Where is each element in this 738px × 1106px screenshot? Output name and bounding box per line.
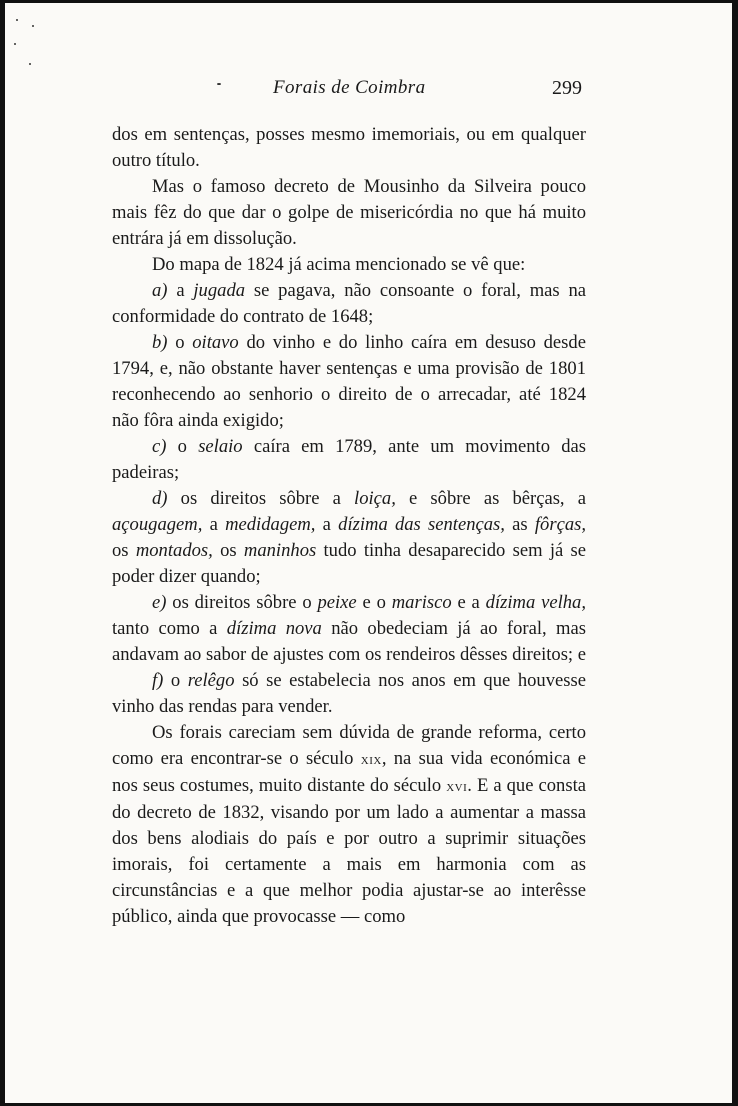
italic-term: maninhos	[243, 540, 317, 561]
paragraph-2: Mas o famoso decreto de Mousinho da Silveira pouco mais fêz do que dar o golpe de misericórdia no que há muito entrára já em dissolução.	[112, 176, 586, 249]
century-numeral: xix	[360, 752, 382, 768]
century-numeral: xvi	[446, 779, 468, 795]
item-marker: f)	[152, 670, 164, 691]
speck	[14, 43, 16, 45]
speck	[217, 83, 221, 85]
item-marker: b)	[152, 332, 168, 353]
italic-term: marisco	[391, 592, 452, 613]
italic-term: dízima velha,	[485, 592, 586, 613]
body-text	[112, 122, 586, 930]
italic-term: açougagem,	[112, 514, 203, 535]
italic-term: oitavo	[192, 332, 239, 353]
list-item-d: d) os direitos sôbre a loiça, e sôbre as bêrças, a açougagem, a medidagem, a dízima das sentenças, as fôrças, os montados, os maninhos tudo tinha desaparecido sem já se poder dizer quando;	[112, 488, 587, 587]
italic-term: dízima das sentenças,	[338, 514, 505, 535]
item-marker: c)	[152, 436, 167, 457]
speck	[32, 25, 34, 27]
list-item-f: f) o relêgo só se estabelecia nos anos em que houvesse vinho das rendas para vender.	[112, 670, 586, 717]
italic-term: selaio	[198, 436, 243, 457]
italic-term: jugada	[193, 280, 246, 301]
list-item-b: b) o oitavo do vinho e do linho caíra em desuso desde 1794, e, não obstante haver sentenças e uma provisão de 1801 reconhecendo ao senhorio o direito de o arrecadar, até 1824 não fôra ainda exigido;	[112, 332, 586, 431]
running-title: Forais de Coimbra	[273, 77, 426, 98]
paragraph-3: Do mapa de 1824 já acima mencionado se vê que:	[152, 254, 526, 275]
list-item-a: a) a jugada se pagava, não consoante o foral, mas na conformidade do contrato de 1648;	[112, 280, 586, 327]
item-marker: d)	[152, 488, 168, 509]
speck	[16, 19, 18, 21]
speck	[29, 63, 31, 65]
italic-term: fôrças,	[534, 514, 587, 535]
item-marker: e)	[152, 592, 167, 613]
italic-term: medidagem,	[225, 514, 316, 535]
page-header	[5, 77, 738, 107]
italic-term: montados,	[135, 540, 213, 561]
italic-term: dízima nova	[226, 618, 322, 639]
paragraph-1: dos em sentenças, posses mesmo imemoriais, ou em qualquer outro título.	[112, 124, 586, 171]
italic-term: peixe	[317, 592, 357, 613]
page-number: 299	[552, 77, 582, 99]
item-marker: a)	[152, 280, 168, 301]
italic-term: loiça,	[354, 488, 396, 509]
list-item-e: e) os direitos sôbre o peixe e o marisco e a dízima velha, tanto como a dízima nova não obedeciam já ao foral, mas andavam ao sabor de ajustes com os rendeiros dêsses direitos; e	[112, 592, 587, 665]
italic-term: relêgo	[187, 670, 235, 691]
list-item-c: c) o selaio caíra em 1789, ante um movimento das padeiras;	[112, 436, 586, 483]
paragraph-4: Os forais careciam sem dúvida de grande reforma, certo como era encontrar-se o século xix, na sua vida económica e nos seus costumes, muito distante do século xvi. E a que consta do decreto de 1832, visando por um lado a aumentar a massa dos bens alodiais do país e por outro a suprimir situações imorais, foi certamente a mais em harmonia com as circunstâncias e a que melhor podia ajustar-se ao interêsse público, ainda que provocasse — como	[112, 722, 587, 927]
